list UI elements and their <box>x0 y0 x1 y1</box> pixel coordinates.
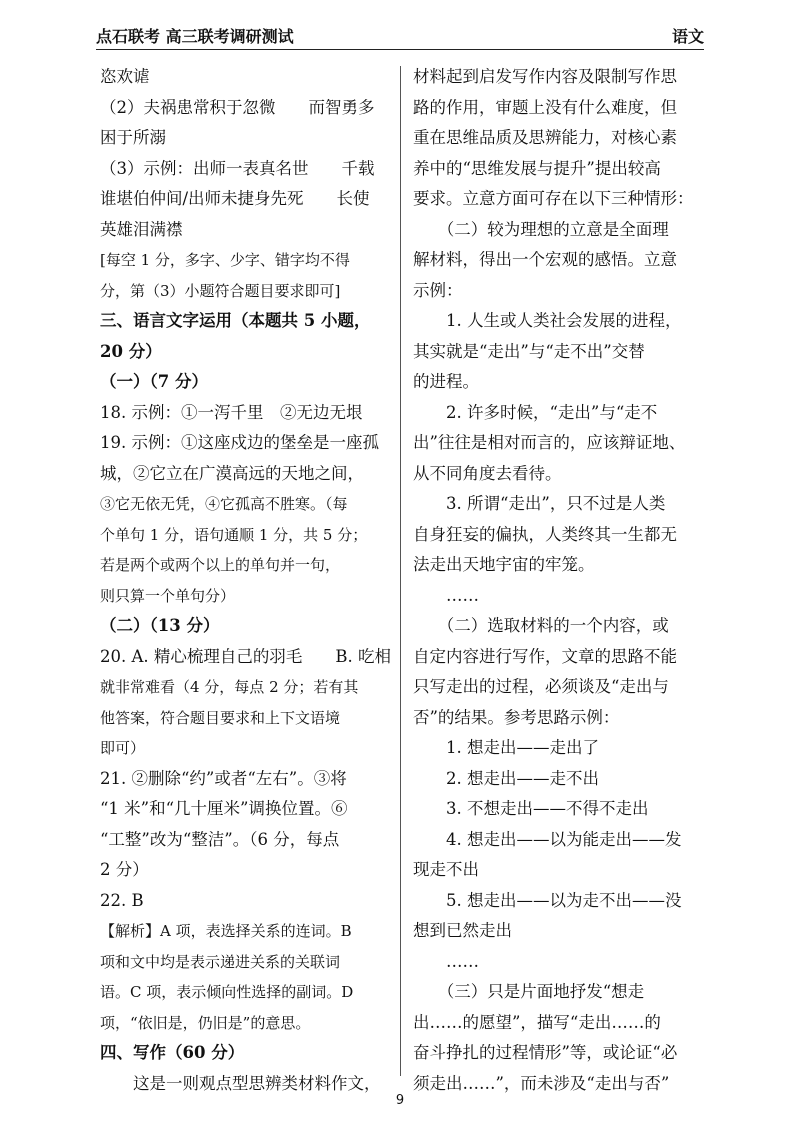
text-line: （三）只是片面地抒发“想走 <box>413 982 645 1001</box>
text-line: 4. 想走出——以为能走出——发 <box>413 829 682 849</box>
text-line: 重在思维品质及思辨能力，对核心素 <box>413 128 677 147</box>
text-line: 自身狂妄的偏执，人类终其一生都无 <box>413 524 677 544</box>
text-line: 项和文中均是表示递进关系的关联词 <box>100 952 341 971</box>
text-line: 养中的“思维发展与提升”提出较高 <box>413 158 661 178</box>
text-line: “1 米”和“几十厘米”调换位置。⑥ <box>100 799 348 818</box>
text-line: 的进程。 <box>413 372 479 391</box>
text-line: 项，“依旧是，仍旧是”的意思。 <box>100 1013 311 1032</box>
text-line: 只写走出的过程，必须谈及“走出与 <box>413 677 669 696</box>
text-line: 困于所溺 <box>100 128 166 147</box>
text-line: （二）较为理想的立意是全面理 <box>413 219 669 239</box>
text-line: …… <box>413 585 479 605</box>
text-line: 这是一则观点型思辨类材料作文， <box>100 1073 381 1093</box>
exam-title: 点石联考 高三联考调研测试 <box>96 27 294 46</box>
text-line: 材料起到启发写作内容及限制写作思 <box>413 67 677 86</box>
text-line: 从不同角度去看待。 <box>413 463 562 483</box>
text-line: 22. B <box>100 890 144 910</box>
text-line: 出……的愿望”，描写“走出……的 <box>413 1012 661 1032</box>
text-line: （2）夫祸患常积于忽微 而智勇多 <box>100 97 375 117</box>
text-line: （二）选取材料的一个内容，或 <box>413 616 669 635</box>
text-line: 城，②它立在广漠高远的天地之间， <box>100 463 364 483</box>
text-line: 【解析】A 项，表选择关系的连词。B <box>100 922 352 940</box>
text-line: 他答案，符合题目要求和上下文语境 <box>100 708 341 727</box>
text-line: …… <box>413 951 479 971</box>
section-heading: 三、语言文字运用（本题共 5 小题， <box>100 311 371 330</box>
text-line: 路的作用，审题上没有什么难度，但 <box>413 97 677 117</box>
text-line: 其实就是“走出”与“走不出”交替 <box>413 341 645 361</box>
text-line: [每空 1 分，多字、少字、错字均不得 <box>100 251 350 269</box>
text-line: 奋斗挣扎的过程情形”等，或论证“必 <box>413 1043 678 1062</box>
text-line: 3. 所谓“走出”，只不过是人类 <box>413 494 666 513</box>
page-number: 9 <box>395 1093 405 1108</box>
text-line: 法走出天地宇宙的牢笼。 <box>413 555 595 574</box>
text-line: 现走不出 <box>413 860 479 879</box>
text-line: 19. 示例：①这座戍边的堡垒是一座孤 <box>100 433 379 452</box>
text-line: 5. 想走出——以为走不出——没 <box>413 890 682 910</box>
page-header <box>96 0 704 50</box>
text-line: 解材料，得出一个宏观的感悟。立意 <box>413 250 677 269</box>
text-line: 示例： <box>413 280 463 300</box>
text-line: 2. 许多时候，“走出”与“走不 <box>413 402 658 422</box>
text-line: 出”往往是相对而言的，应该辩证地、 <box>413 433 686 452</box>
text-line: 18. 示例：①一泻千里 ②无边无垠 <box>100 402 363 422</box>
subsection-heading: （二）（13 分） <box>100 616 220 635</box>
text-line: 语。C 项，表示倾向性选择的副词。D <box>100 983 354 1001</box>
right-column <box>413 62 703 1099</box>
text-line: 英雄泪满襟 <box>100 219 183 239</box>
text-line: 20. A. 精心梳理自己的羽毛 B. 吃相 <box>100 646 392 666</box>
left-column <box>100 62 390 1099</box>
text-line: 恣欢谑 <box>100 67 150 86</box>
text-line: 1. 想走出——走出了 <box>413 738 599 757</box>
subject-label: 语文 <box>671 27 704 46</box>
text-line: “工整”改为“整洁”。（6 分，每点 <box>100 829 340 849</box>
text-line: 3. 不想走出——不得不走出 <box>413 799 649 818</box>
text-line: 2 分） <box>100 860 149 879</box>
section-heading: 20 分） <box>100 341 162 361</box>
text-line: 否”的结果。参考思路示例： <box>413 707 620 727</box>
text-line: 个单句 1 分，语句通顺 1 分，共 5 分； <box>100 525 368 544</box>
text-line: 自定内容进行写作，文章的思路不能 <box>413 646 677 666</box>
text-line: （3）示例：出师一表真名世 千载 <box>100 158 375 178</box>
text-line: 要求。立意方面可存在以下三种情形： <box>413 189 694 208</box>
text-line: 21. ②删除“约”或者“左右”。③将 <box>100 768 347 788</box>
text-line: ③它无依无凭，④它孤高不胜寒。（每 <box>100 495 348 513</box>
text-line: 1. 人生或人类社会发展的进程， <box>413 311 682 330</box>
text-line: 想到已然走出 <box>413 921 512 940</box>
subsection-heading: （一）（7 分） <box>100 372 208 391</box>
text-line: 2. 想走出——走不出 <box>413 768 599 788</box>
text-line: 分，第（3）小题符合题目要求即可] <box>100 281 341 300</box>
text-line: 须走出……”，而未涉及“走出与否” <box>413 1073 670 1093</box>
text-line: 即可） <box>100 739 146 757</box>
column-divider <box>400 66 401 1076</box>
text-line: 若是两个或两个以上的单句并一句， <box>100 556 341 574</box>
text-line: 谁堪伯仲间/出师未捷身先死 长使 <box>100 189 370 208</box>
text-line: 则只算一个单句分） <box>100 586 236 605</box>
text-line: 就非常难看（4 分，每点 2 分；若有其 <box>100 678 359 696</box>
section-heading: 四、写作（60 分） <box>100 1043 245 1062</box>
header-rule <box>96 49 704 50</box>
